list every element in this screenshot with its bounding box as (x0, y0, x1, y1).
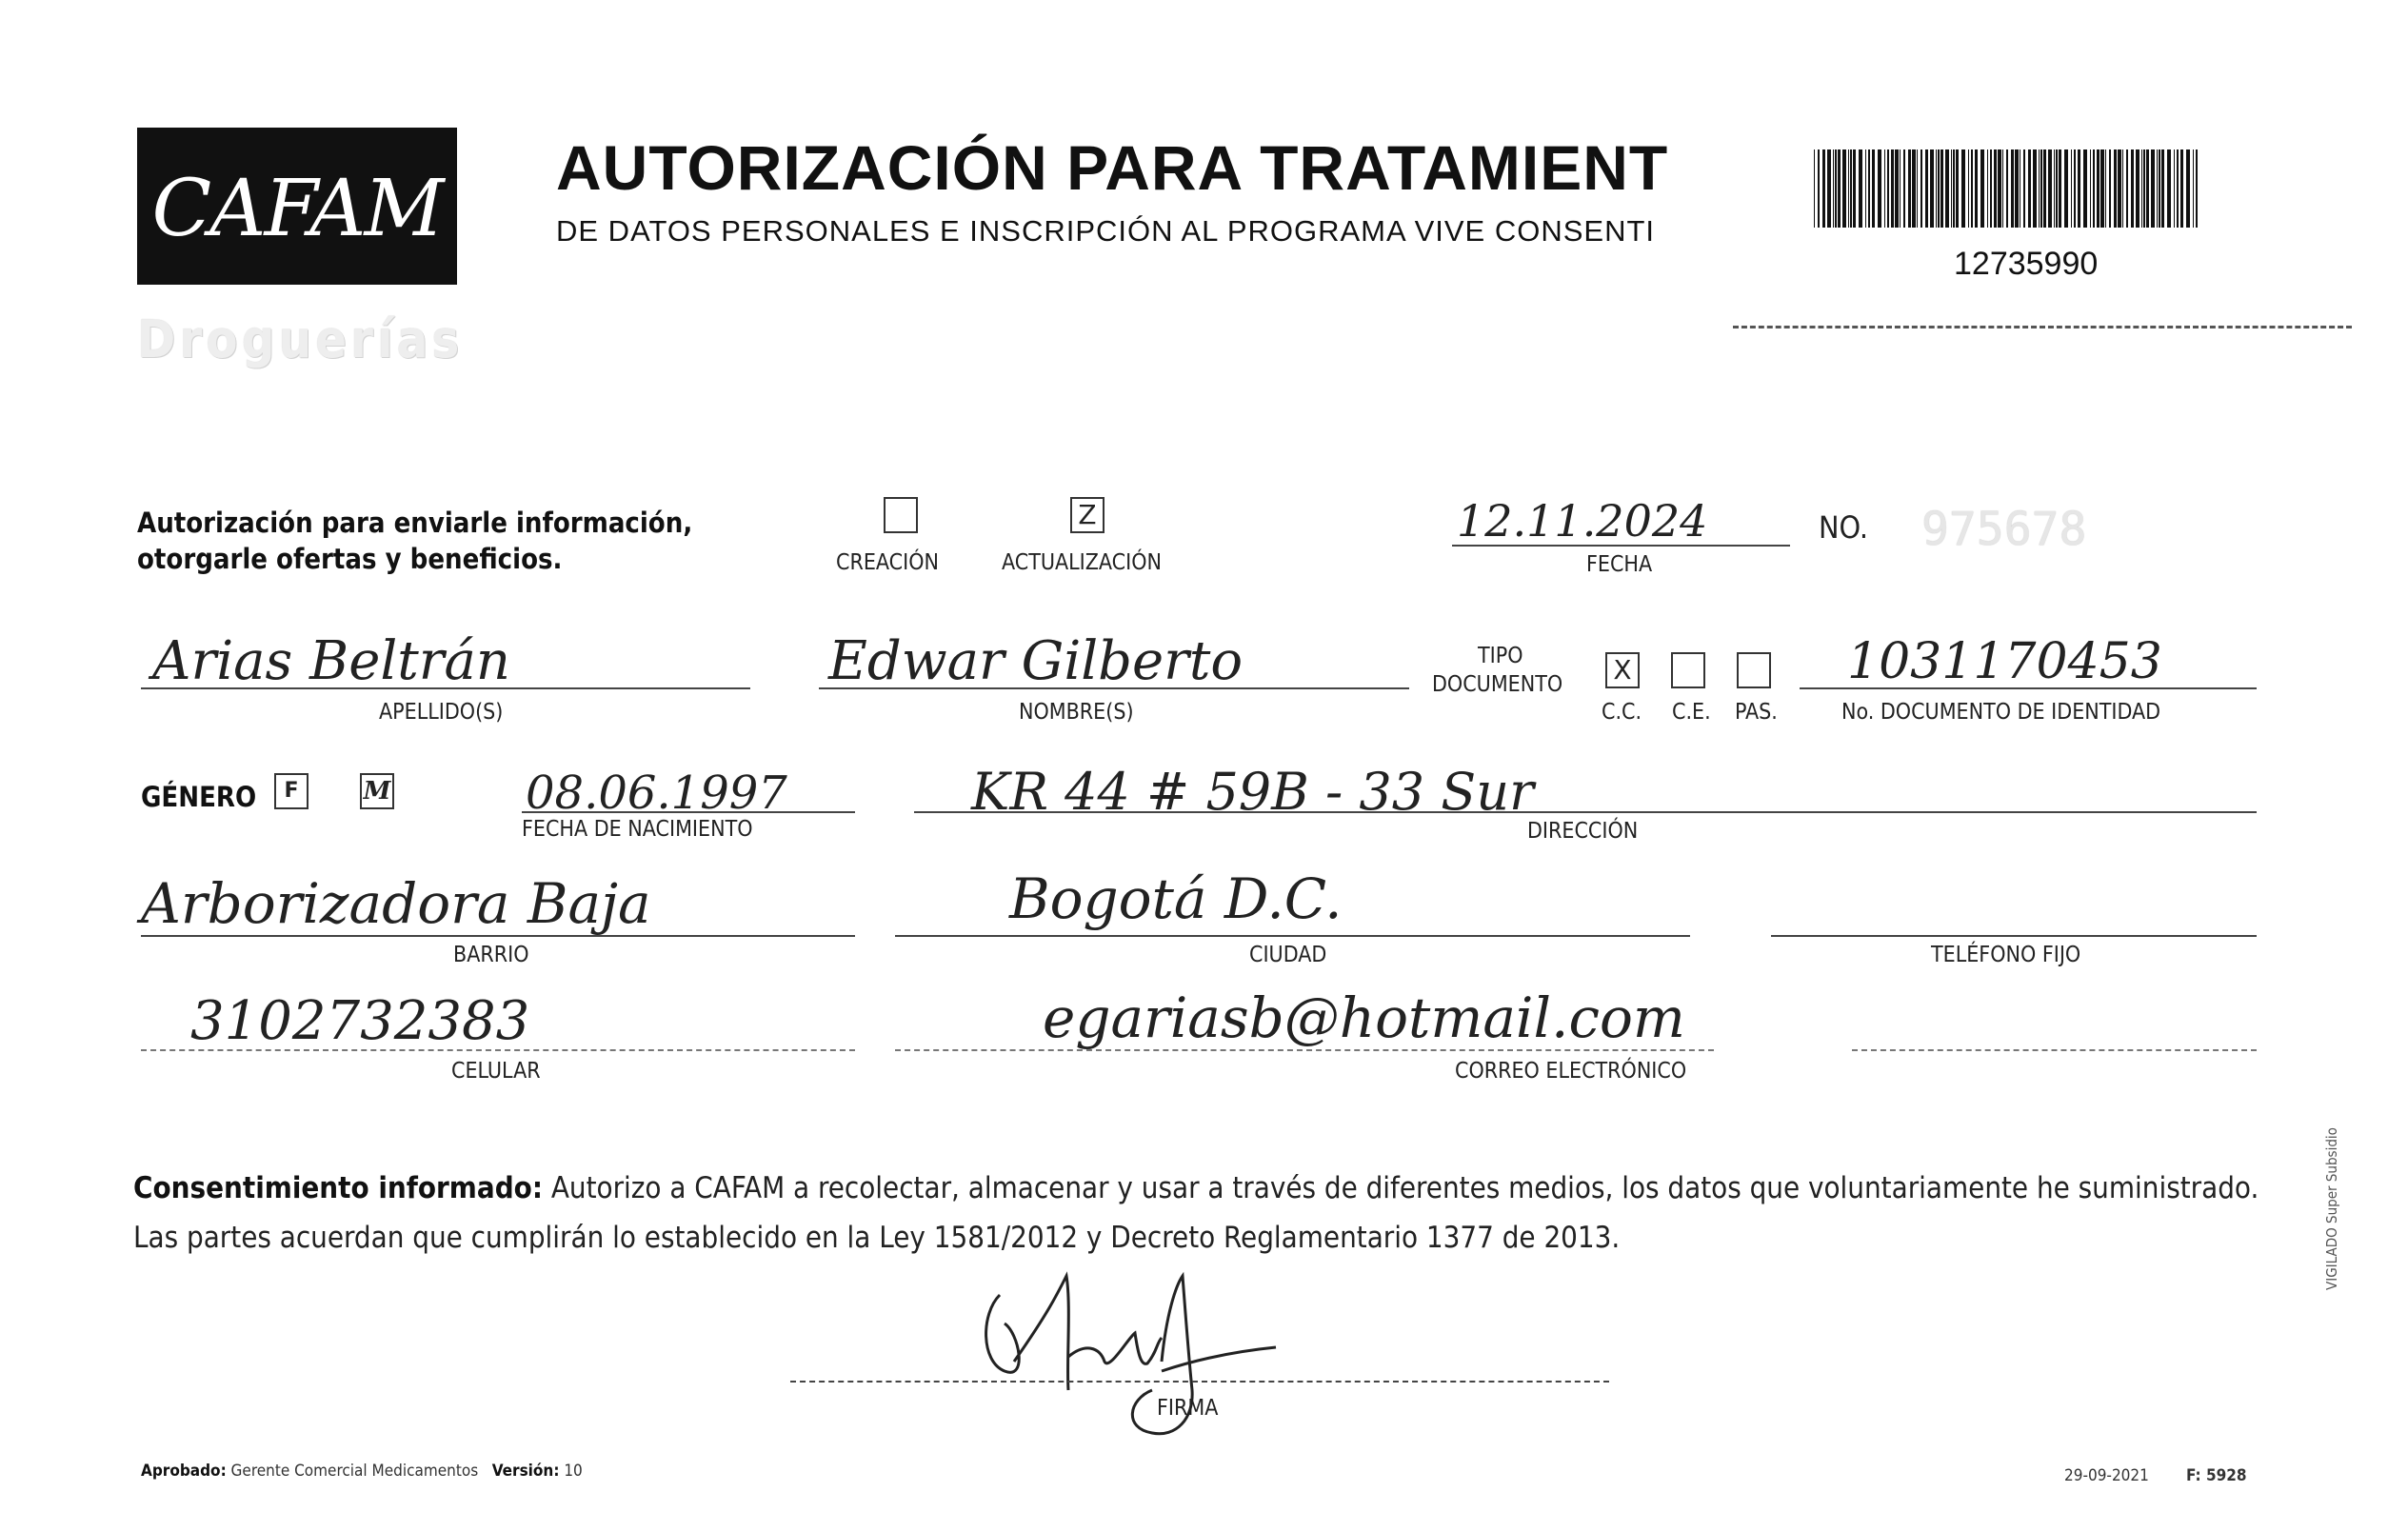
barcode-bar (2093, 149, 2095, 228)
handwritten-signature (962, 1257, 1343, 1447)
direccion-value: KR 44 # 59B - 33 Sur (971, 762, 1534, 822)
barcode-bar (2167, 149, 2171, 228)
barcode-bar (1835, 149, 1837, 228)
m-checkbox[interactable]: M (360, 773, 394, 809)
barcode-bar (2043, 149, 2046, 228)
barcode-bar (1895, 149, 1899, 228)
footer-approval (141, 1462, 583, 1481)
creacion-label: CREACIÓN (836, 550, 939, 575)
no-value: 975678 (1921, 503, 2087, 556)
footer-date: 29-09-2021 (2064, 1466, 2149, 1485)
vigilado-side-text: VIGILADO Super Subsidio (2323, 1127, 2340, 1290)
consent-text-1: Autorizo a CAFAM a recolectar, almacenar y usar a través de diferentes medios, los datos que voluntariamente he suministrado. (542, 1171, 2259, 1205)
barcode-bar (2157, 149, 2158, 228)
version-value: 10 (564, 1462, 583, 1481)
pas-label: PAS. (1735, 700, 1778, 725)
nombres-label: NOMBRE(S) (1019, 700, 1134, 725)
nacimiento-label: FECHA DE NACIMIENTO (522, 817, 753, 842)
cc-label: C.C. (1602, 700, 1642, 725)
barcode-bar (2039, 149, 2040, 228)
genero-label: GÉNERO (141, 781, 257, 813)
documento-line (1800, 687, 2257, 689)
actualizacion-checkbox[interactable]: Z (1070, 497, 1104, 533)
barcode-bar (2064, 149, 2068, 228)
direccion-line (914, 811, 2257, 813)
barcode-bar (2193, 149, 2194, 228)
tipo-label-2: DOCUMENTO (1432, 672, 1563, 697)
barcode-bar (2151, 149, 2155, 228)
celular-label: CELULAR (451, 1059, 541, 1084)
barcode-bar (1912, 149, 1916, 228)
creacion-checkbox[interactable] (884, 497, 918, 533)
logo-text: CAFAM (151, 164, 443, 254)
barcode-bar (1940, 149, 1943, 228)
barcode-bar (2174, 149, 2175, 228)
barcode-bar (2161, 149, 2164, 228)
fecha-label: FECHA (1586, 552, 1653, 577)
barcode-bar (2090, 149, 2091, 228)
barcode-bar (2180, 149, 2183, 228)
firma-line (790, 1381, 1609, 1383)
aprobado-value: Gerente Comercial Medicamentos (230, 1462, 479, 1481)
actualizacion-label: ACTUALIZACIÓN (1002, 550, 1162, 575)
cafam-logo (137, 128, 457, 285)
barcode-bar (1961, 149, 1965, 228)
correo-label: CORREO ELECTRÓNICO (1455, 1059, 1687, 1084)
barcode-bar (2109, 149, 2111, 228)
barcode-bar (1998, 149, 2001, 228)
barcode-bar (2159, 149, 2160, 228)
barcode-bar (2118, 149, 2121, 228)
barcode-bar (1884, 149, 1885, 228)
footer-code: F: 5928 (2186, 1466, 2247, 1485)
barcode-bar (2002, 149, 2003, 228)
barcode-bar (2196, 149, 2198, 228)
barcode-bar (1903, 149, 1905, 228)
telefono-line (1771, 935, 2257, 937)
barcode-bar (1936, 149, 1937, 228)
documento-label: No. DOCUMENTO DE IDENTIDAD (1841, 700, 2161, 725)
barcode-bar (2186, 149, 2190, 228)
barcode-bar (1827, 149, 1831, 228)
nacimiento-line (522, 811, 855, 813)
barcode-bar (2146, 149, 2149, 228)
barcode-bar (2097, 149, 2100, 228)
barcode-bar (1859, 149, 1862, 228)
fecha-value: 12.11.2024 (1457, 495, 1708, 547)
fecha-line (1452, 545, 1790, 547)
barcode-bar (1868, 149, 1870, 228)
barcode-bar (1971, 149, 1973, 228)
telefono-label: TELÉFONO FIJO (1931, 943, 2081, 967)
barcode-bar (1968, 149, 1969, 228)
barcode-bar (2105, 149, 2106, 228)
barcode-bar (1953, 149, 1955, 228)
barcode-number: 12735990 (1954, 246, 2099, 282)
barcode-bar (1951, 149, 1952, 228)
barcode-bar (2074, 149, 2076, 228)
barcode-bar (2056, 149, 2058, 228)
barcode-bar (1980, 149, 1984, 228)
consent-heading: Consentimiento informado: (133, 1171, 543, 1205)
version-label: Versión: (491, 1462, 560, 1481)
barcode-bar (2015, 149, 2019, 228)
barcode-bar (2126, 149, 2128, 228)
barcode-bar (1850, 149, 1852, 228)
barcode-bar (1891, 149, 1894, 228)
barrio-line (141, 935, 855, 937)
ce-label: C.E. (1672, 700, 1711, 725)
barcode-bar (2083, 149, 2087, 228)
barcode-bar (1917, 149, 1918, 228)
logo-subtitle: Droguerías (137, 309, 464, 369)
celular-value: 3102732383 (190, 990, 530, 1052)
authorization-text-1: Autorización para enviarle información, (137, 507, 693, 539)
correo-line (895, 1049, 1714, 1051)
aprobado-label: Aprobado: (141, 1462, 227, 1481)
barcode-bar (1872, 149, 1875, 228)
barcode-bar (2006, 149, 2008, 228)
authorization-text-2: otorgarle ofertas y beneficios. (137, 543, 563, 575)
barcode-bar (2059, 149, 2061, 228)
barcode-bar (2023, 149, 2025, 228)
firma-label: FIRMA (1157, 1396, 1219, 1421)
correo-value: egariasb@hotmail.com (1043, 985, 1685, 1050)
barcode-bar (1987, 149, 1988, 228)
barcode (1814, 149, 2204, 228)
cc-checkbox[interactable]: X (1605, 652, 1640, 688)
apellidos-value: Arias Beltrán (152, 630, 510, 692)
barcode-bar (1994, 149, 1997, 228)
barcode-bar (2100, 149, 2104, 228)
barrio-label: BARRIO (453, 943, 529, 967)
barcode-bar (2011, 149, 2014, 228)
barcode-bar (2028, 149, 2031, 228)
barcode-bar (1925, 149, 1928, 228)
barcode-bar (2131, 149, 2134, 228)
barcode-bar (2114, 149, 2117, 228)
ciudad-line (895, 935, 1690, 937)
barcode-bar (1887, 149, 1889, 228)
barcode-bar (1990, 149, 1992, 228)
barcode-bar (1865, 149, 1866, 228)
no-label: NO. (1819, 509, 1869, 546)
barcode-bar (1945, 149, 1949, 228)
barcode-bar (1938, 149, 1940, 228)
pas-checkbox[interactable] (1737, 652, 1771, 688)
barcode-bar (1853, 149, 1856, 228)
barcode-bar (2136, 149, 2139, 228)
consent-line-2: Las partes acuerdan que cumplirán lo establecido en la Ley 1581/2012 y Decreto Reglamentario 1377 de 2013. (133, 1221, 1621, 1255)
barrio-value: Arborizadora Baja (141, 871, 651, 936)
ce-checkbox[interactable] (1671, 652, 1705, 688)
form-title: AUTORIZACIÓN PARA TRATAMIENT (556, 132, 1669, 203)
barcode-bar (1975, 149, 1978, 228)
f-checkbox[interactable]: F (274, 773, 308, 809)
barcode-bar (1878, 149, 1881, 228)
nombres-line (819, 687, 1409, 689)
celular-line (141, 1049, 855, 1051)
barcode-bar (2071, 149, 2072, 228)
barcode-bar (1908, 149, 1911, 228)
barcode-bar (1833, 149, 1834, 228)
apellidos-line (141, 687, 750, 689)
ciudad-value: Bogotá D.C. (1009, 866, 1343, 931)
form-subtitle: DE DATOS PERSONALES E INSCRIPCIÓN AL PROGRAMA VIVE CONSENTI (556, 214, 1656, 248)
barcode-bar (2048, 149, 2052, 228)
barcode-bar (2033, 149, 2037, 228)
barcode-bar (2143, 149, 2145, 228)
barcode-bar (1822, 149, 1825, 228)
documento-value: 1031170453 (1847, 633, 2162, 690)
barcode-bar (1956, 149, 1959, 228)
barcode-bar (1838, 149, 1841, 228)
header-divider (1733, 326, 2352, 328)
barcode-bar (1848, 149, 1849, 228)
consent-line-1 (133, 1164, 2266, 1213)
barcode-bar (1818, 149, 1820, 228)
barcode-bar (2054, 149, 2055, 228)
barcode-bar (1814, 149, 1815, 228)
barcode-bar (2078, 149, 2080, 228)
barcode-bar (1920, 149, 1922, 228)
extra-line (1852, 1049, 2257, 1051)
direccion-label: DIRECCIÓN (1527, 819, 1639, 844)
ciudad-label: CIUDAD (1249, 943, 1327, 967)
barcode-bar (1930, 149, 1934, 228)
nacimiento-value: 08.06.1997 (526, 766, 787, 820)
barcode-bar (2177, 149, 2179, 228)
barcode-bar (2141, 149, 2142, 228)
barcode-bar (2040, 149, 2042, 228)
apellidos-label: APELLIDO(S) (379, 700, 504, 725)
barcode-bar (2122, 149, 2123, 228)
tipo-label-1: TIPO (1478, 644, 1523, 668)
barcode-bar (1842, 149, 1846, 228)
nombres-value: Edwar Gilberto (828, 630, 1244, 692)
barcode-bar (1900, 149, 1901, 228)
